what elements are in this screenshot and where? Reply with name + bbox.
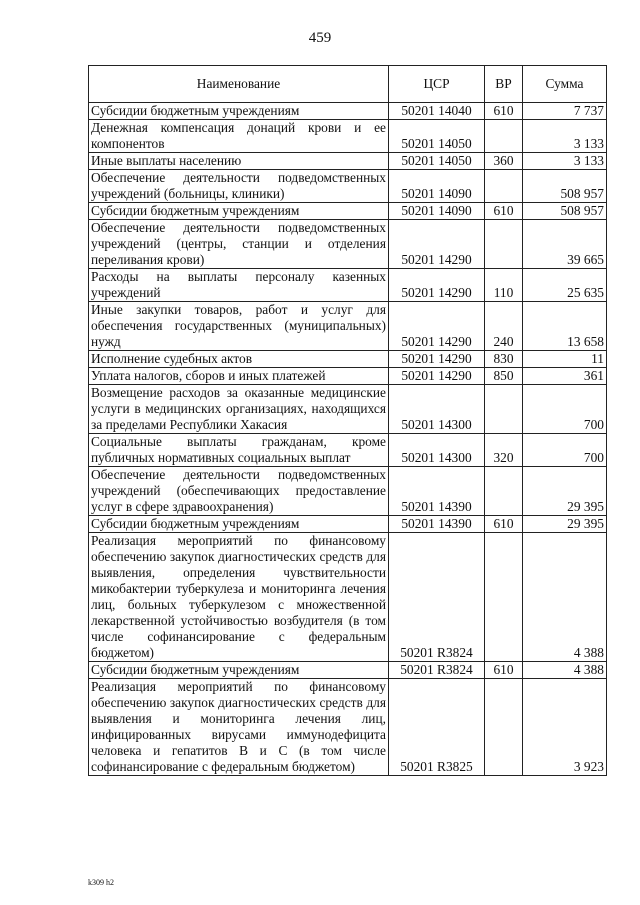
row-vr: 240 — [485, 302, 523, 351]
row-vr — [485, 467, 523, 516]
row-name: Иные закупки товаров, работ и услуг для обеспечения государственных (муниципальных) нужд — [89, 302, 389, 351]
row-sum: 39 665 — [523, 220, 607, 269]
header-csr: ЦСР — [389, 66, 485, 103]
row-sum: 3 133 — [523, 120, 607, 153]
table-row — [89, 170, 607, 203]
table-header-row — [89, 66, 607, 103]
row-sum: 29 395 — [523, 467, 607, 516]
table-row — [89, 302, 607, 351]
row-sum: 11 — [523, 351, 607, 368]
row-name: Расходы на выплаты персоналу казенных учреждений — [89, 269, 389, 302]
table-row — [89, 220, 607, 269]
row-csr: 50201 14290 — [389, 368, 485, 385]
row-sum: 700 — [523, 385, 607, 434]
row-sum: 4 388 — [523, 662, 607, 679]
table-row — [89, 467, 607, 516]
table-row — [89, 368, 607, 385]
row-csr: 50201 14300 — [389, 385, 485, 434]
row-name: Иные выплаты населению — [89, 153, 389, 170]
header-sum: Сумма — [523, 66, 607, 103]
table-row — [89, 153, 607, 170]
row-sum: 361 — [523, 368, 607, 385]
row-csr: 50201 R3824 — [389, 662, 485, 679]
row-vr: 320 — [485, 434, 523, 467]
row-csr: 50201 14040 — [389, 103, 485, 120]
row-sum: 25 635 — [523, 269, 607, 302]
row-csr: 50201 R3825 — [389, 679, 485, 776]
row-vr — [485, 120, 523, 153]
row-name: Исполнение судебных актов — [89, 351, 389, 368]
row-name: Обеспечение деятельности подведомственных учреждений (центры, станции и отделения переливания крови) — [89, 220, 389, 269]
row-name: Субсидии бюджетным учреждениям — [89, 103, 389, 120]
row-csr: 50201 14050 — [389, 153, 485, 170]
row-vr — [485, 170, 523, 203]
row-csr: 50201 14290 — [389, 302, 485, 351]
row-vr: 360 — [485, 153, 523, 170]
table-row — [89, 269, 607, 302]
footer-code: k309 h2 — [88, 878, 114, 887]
row-sum: 29 395 — [523, 516, 607, 533]
row-sum: 4 388 — [523, 533, 607, 662]
row-csr: 50201 14090 — [389, 203, 485, 220]
table-row — [89, 203, 607, 220]
row-sum: 3 133 — [523, 153, 607, 170]
row-sum: 508 957 — [523, 170, 607, 203]
header-name: Наименование — [89, 66, 389, 103]
page-number: 459 — [308, 30, 332, 46]
budget-table — [88, 65, 607, 776]
row-sum: 508 957 — [523, 203, 607, 220]
row-vr: 610 — [485, 662, 523, 679]
row-vr: 850 — [485, 368, 523, 385]
table-row — [89, 103, 607, 120]
row-vr: 610 — [485, 103, 523, 120]
table-row — [89, 516, 607, 533]
table-row — [89, 351, 607, 368]
row-name: Реализация мероприятий по финансовому обеспечению закупок диагностических средств для выявления и мониторинга лечения лиц, инфицированных вирусами иммунодефицита человека и гепатитов В и С (в том числе софинансирование с федеральным бюджетом) — [89, 679, 389, 776]
table-row — [89, 120, 607, 153]
row-csr: 50201 14050 — [389, 120, 485, 153]
row-name: Уплата налогов, сборов и иных платежей — [89, 368, 389, 385]
row-vr: 830 — [485, 351, 523, 368]
row-name: Денежная компенсация донаций крови и ее компонентов — [89, 120, 389, 153]
table-body — [89, 103, 607, 776]
row-name: Субсидии бюджетным учреждениям — [89, 203, 389, 220]
row-name: Социальные выплаты гражданам, кроме публичных нормативных социальных выплат — [89, 434, 389, 467]
row-csr: 50201 14390 — [389, 467, 485, 516]
row-sum: 700 — [523, 434, 607, 467]
table-row — [89, 385, 607, 434]
row-sum: 13 658 — [523, 302, 607, 351]
row-vr: 610 — [485, 203, 523, 220]
row-name: Субсидии бюджетным учреждениям — [89, 516, 389, 533]
row-csr: 50201 14290 — [389, 269, 485, 302]
row-vr — [485, 220, 523, 269]
row-name: Субсидии бюджетным учреждениям — [89, 662, 389, 679]
row-csr: 50201 14290 — [389, 220, 485, 269]
row-sum: 3 923 — [523, 679, 607, 776]
row-csr: 50201 14090 — [389, 170, 485, 203]
table-row — [89, 434, 607, 467]
row-vr — [485, 679, 523, 776]
row-csr: 50201 R3824 — [389, 533, 485, 662]
row-vr: 610 — [485, 516, 523, 533]
table-row — [89, 533, 607, 662]
table-row — [89, 679, 607, 776]
row-vr — [485, 533, 523, 662]
row-name: Реализация мероприятий по финансовому обеспечению закупок диагностических средств для выявления, определения чувствительности микобактерии туберкулеза и мониторинга лечения лиц, больных туберкулезом с множественной лекарственной устойчивостью возбудителя (в том числе софинансирование с федеральным бюджетом) — [89, 533, 389, 662]
row-csr: 50201 14290 — [389, 351, 485, 368]
row-name: Обеспечение деятельности подведомственных учреждений (больницы, клиники) — [89, 170, 389, 203]
header-vr: ВР — [485, 66, 523, 103]
row-name: Возмещение расходов за оказанные медицинские услуги в медицинских организациях, находящихся за пределами Республики Хакасия — [89, 385, 389, 434]
row-sum: 7 737 — [523, 103, 607, 120]
row-csr: 50201 14300 — [389, 434, 485, 467]
row-vr — [485, 385, 523, 434]
row-csr: 50201 14390 — [389, 516, 485, 533]
row-vr: 110 — [485, 269, 523, 302]
row-name: Обеспечение деятельности подведомственных учреждений (обеспечивающих предоставление услуг в сфере здравоохранения) — [89, 467, 389, 516]
table-row — [89, 662, 607, 679]
